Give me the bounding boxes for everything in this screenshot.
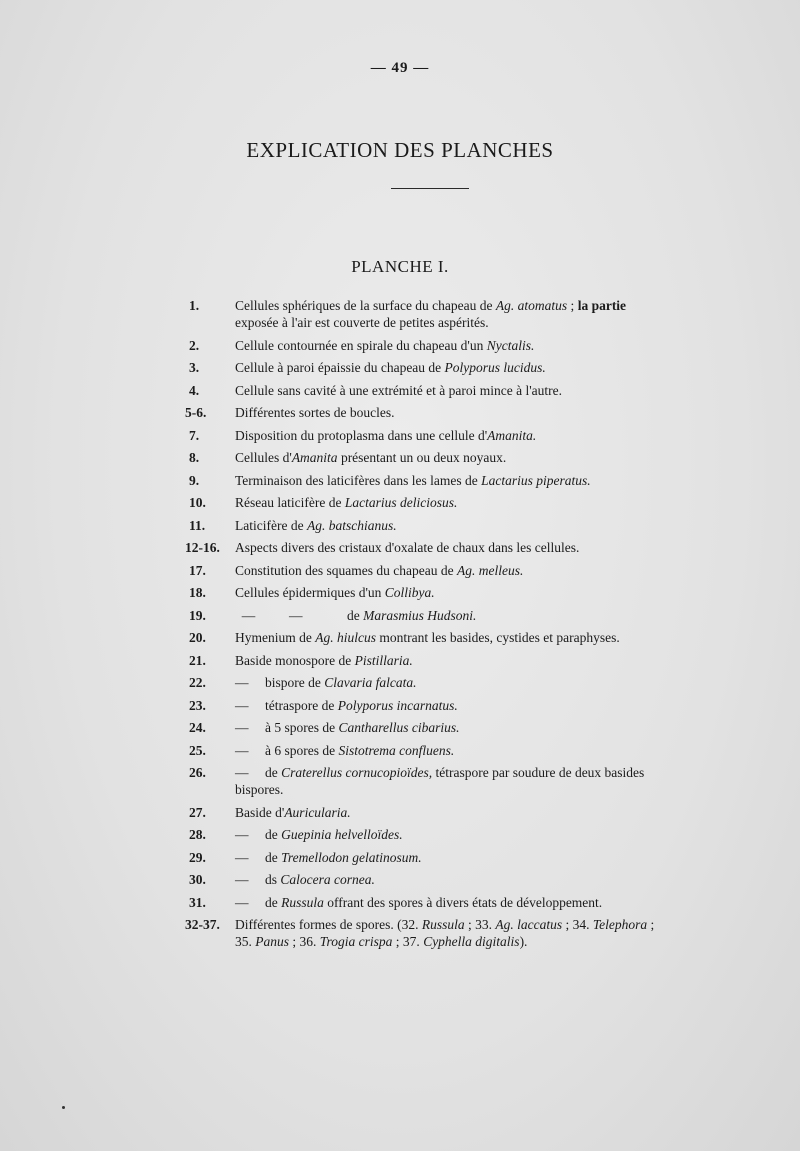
plate-entry [189,719,689,736]
ditto-dash: — [235,894,249,910]
plate-entry [189,697,689,714]
entry-number: 11. [189,517,206,533]
entry-text-segment: à 5 spores de [265,720,339,735]
entry-text-segment: Cellule à paroi épaissie du chapeau de [235,360,445,375]
entry-text [235,742,689,759]
entry-text-segment: Ag. melleus. [456,562,524,578]
plate-entry [189,427,689,444]
entry-text [235,719,689,736]
entry-text-segment: de [347,607,364,623]
title-divider [391,188,469,189]
entry-text [235,494,689,511]
entry-text [235,584,689,601]
plate-heading: PLANCHE I. [351,257,449,276]
entry-number: 3. [189,360,200,375]
plate-entry [189,629,689,646]
entry-text-segment: Pistillaria. [354,652,413,668]
plate-entry [189,607,689,624]
entry-text [235,337,689,354]
ditto-dash: — [235,872,249,887]
entry-text-segment: Collibya. [384,585,435,600]
entry-text [235,539,689,556]
entry-text-segment: Telephora [592,917,648,932]
entry-text-segment: Hymenium de [235,630,316,645]
entry-text [235,826,689,843]
entry-number: 20. [189,630,206,645]
entry-text-segment: de [265,827,282,842]
entry-text [235,697,689,714]
entry-text [235,804,689,821]
entry-text-segment: Laticifère de [235,517,307,533]
entry-text-segment: ds [265,872,281,887]
plate-entries-list [185,297,689,956]
entry-text-segment: Guepinia helvelloïdes. [281,827,403,842]
entry-number: 31. [189,894,206,910]
entry-continuation [235,933,689,950]
entry-text-segment: Amanita [291,450,338,465]
entry-text [235,562,689,579]
entry-continuation-segment: ; 37. [392,934,424,949]
entry-continuation-segment: 35. [235,934,256,949]
ditto-dash: — [235,742,249,758]
entry-text-segment: Nyctalis. [486,337,535,353]
entry-number: 9. [189,472,200,488]
entry-text [235,674,689,691]
plate-entry [189,652,689,669]
entry-number: 17. [189,562,206,578]
entry-continuation-segment: ). [519,934,528,949]
plate-entry [189,742,689,759]
ditto-dash: — [235,697,249,713]
entry-text-segment: offrant des spores à divers états de développement. [323,894,603,910]
entry-text-segment: Auricularia. [284,804,351,820]
entry-number: 19. [189,607,206,623]
entry-text [235,427,689,444]
entry-text-segment: Polyporus incarnatus. [337,697,458,713]
plate-entry [185,539,689,556]
entry-number: 12-16. [185,540,220,555]
entry-text-segment: ; [567,298,578,313]
entry-number: 23. [189,697,206,713]
plate-entry [189,562,689,579]
entry-text [235,472,689,489]
entry-text-segment: Différentes sortes de boucles. [235,405,395,420]
entry-number: 4. [189,382,200,398]
entry-text-segment: Disposition du protoplasma dans une cellule d' [235,427,488,443]
plate-entry [189,674,689,691]
entry-text-segment: Clavaria falcata. [324,675,417,690]
ditto-dash: — [235,827,249,842]
entry-text-segment: Ag. atomatus [495,298,568,313]
entry-text-segment: tétraspore par soudure de deux basides [432,765,645,780]
entry-number: 26. [189,765,206,780]
entry-number: 2. [189,337,200,353]
entry-text [235,517,689,534]
entry-text-segment: Aspects divers des cristaux d'oxalate de chaux dans les cellules. [235,540,580,555]
entry-text-segment: Cellule sans cavité à une extrémité et à paroi mince à l'autre. [235,382,563,398]
entry-text-segment: ; 33. [464,917,496,932]
entry-number: 8. [189,450,200,465]
entry-continuation-segment: Cyphella digitalis [423,934,520,949]
entry-text [235,404,689,421]
entry-text-segment: Cellules d' [235,450,292,465]
entry-text-segment: Amanita. [487,427,537,443]
plate-entry [189,764,689,798]
entry-text-segment: bispore de [265,675,325,690]
entry-text [235,449,689,466]
ink-speck [62,1106,65,1109]
entry-number: 7. [189,427,200,443]
plate-entry [189,804,689,821]
entry-continuation-segment: exposée à l'air est couverte de petites aspérités. [235,315,489,330]
entry-number: 32-37. [185,917,220,932]
entry-number: 28. [189,827,206,842]
entry-number: 22. [189,675,206,690]
page-title: EXPLICATION DES PLANCHES [246,138,554,162]
plate-entry [189,517,689,534]
entry-text-segment: la partie [577,298,627,313]
plate-entry [189,494,689,511]
entry-number: 24. [189,720,206,735]
page-number: — 49 — [370,60,430,76]
entry-text-segment: présentant un ou deux noyaux. [337,450,507,465]
entry-text-segment: Ag. batschianus. [306,517,397,533]
plate-entry [189,337,689,354]
entry-text [235,629,689,646]
plate-entry [185,916,689,950]
ditto-dash: — [235,675,249,690]
entry-text-segment: Sistotrema confluens. [338,742,455,758]
entry-text-segment: Marasmius Hudsoni. [363,607,477,623]
entry-text-segment: Polyporus lucidus. [444,360,546,375]
entry-text-segment: Baside monospore de [235,652,355,668]
entry-text-segment: de [265,765,282,780]
plate-entry [189,849,689,866]
entry-text-segment: Cellules épidermiques d'un [235,585,385,600]
entry-continuation-segment: Panus [255,934,289,949]
ditto-dash: — [235,849,249,865]
entry-text-segment: de [265,894,282,910]
entry-text-segment: Lactarius piperatus. [481,472,591,488]
entry-text-segment: Ag. laccatus [495,917,563,932]
ditto-dashes: — — [235,607,303,623]
entry-text-segment: tétraspore de [265,697,338,713]
entry-text-segment: Lactarius deliciosus. [344,495,458,510]
entry-text [235,297,689,314]
entry-text-segment: à 6 spores de [265,742,339,758]
ditto-dash: — [235,720,249,735]
entry-continuation-segment: bispores. [235,782,284,797]
plate-entry [189,871,689,888]
entry-text-segment: Cellules sphériques de la surface du chapeau de [235,298,496,313]
plate-entry [189,297,689,331]
entry-text-segment: Cellule contournée en spirale du chapeau d'un [235,337,487,353]
entry-text-segment: Cantharellus cibarius. [338,720,460,735]
entry-text-segment: Ag. hiulcus [315,630,376,645]
entry-number: 27. [189,804,206,820]
entry-text [235,894,689,911]
entry-continuation-segment: Trogia crispa [319,934,393,949]
entry-text-segment: Réseau laticifère de [235,495,345,510]
entry-text-segment: montrant les basides, cystides et paraphyses. [376,630,620,645]
entry-continuation-segment: ; 36. [289,934,320,949]
entry-text [235,849,689,866]
ditto-dash: — [235,765,249,780]
entry-number: 10. [189,495,206,510]
entry-number: 5-6. [185,405,207,420]
plate-entry [189,449,689,466]
entry-number: 21. [189,652,206,668]
entry-number: 29. [189,849,206,865]
plate-entry [185,404,689,421]
entry-text-segment: Différentes formes de spores. (32. [235,917,422,932]
entry-text-segment: ; [647,917,655,932]
entry-text [235,607,689,624]
entry-text-segment: ; 34. [562,917,593,932]
entry-text [235,764,689,781]
entry-text-segment: Russula [421,917,465,932]
entry-text-segment: Terminaison des laticifères dans les lames de [235,472,482,488]
plate-entry [189,382,689,399]
entry-text [235,359,689,376]
entry-text-segment: Russula [281,894,324,910]
entry-text [235,916,689,933]
entry-number: 18. [189,585,206,600]
entry-number: 25. [189,742,206,758]
entry-text [235,382,689,399]
plate-entry [189,894,689,911]
plate-entry [189,359,689,376]
plate-entry [189,472,689,489]
entry-text-segment: Constitution des squames du chapeau de [235,562,457,578]
entry-text-segment: Baside d' [235,804,285,820]
plate-entry [189,826,689,843]
entry-text [235,652,689,669]
entry-text [235,871,689,888]
entry-text-segment: Calocera cornea. [280,872,375,887]
entry-continuation [235,781,689,798]
plate-entry [189,584,689,601]
entry-number: 30. [189,872,206,887]
entry-continuation [235,314,689,331]
entry-text-segment: Craterellus cornucopioïdes, [281,765,433,780]
entry-number: 1. [189,298,200,313]
entry-text-segment: de [265,849,282,865]
entry-text-segment: Tremellodon gelatinosum. [281,849,422,865]
